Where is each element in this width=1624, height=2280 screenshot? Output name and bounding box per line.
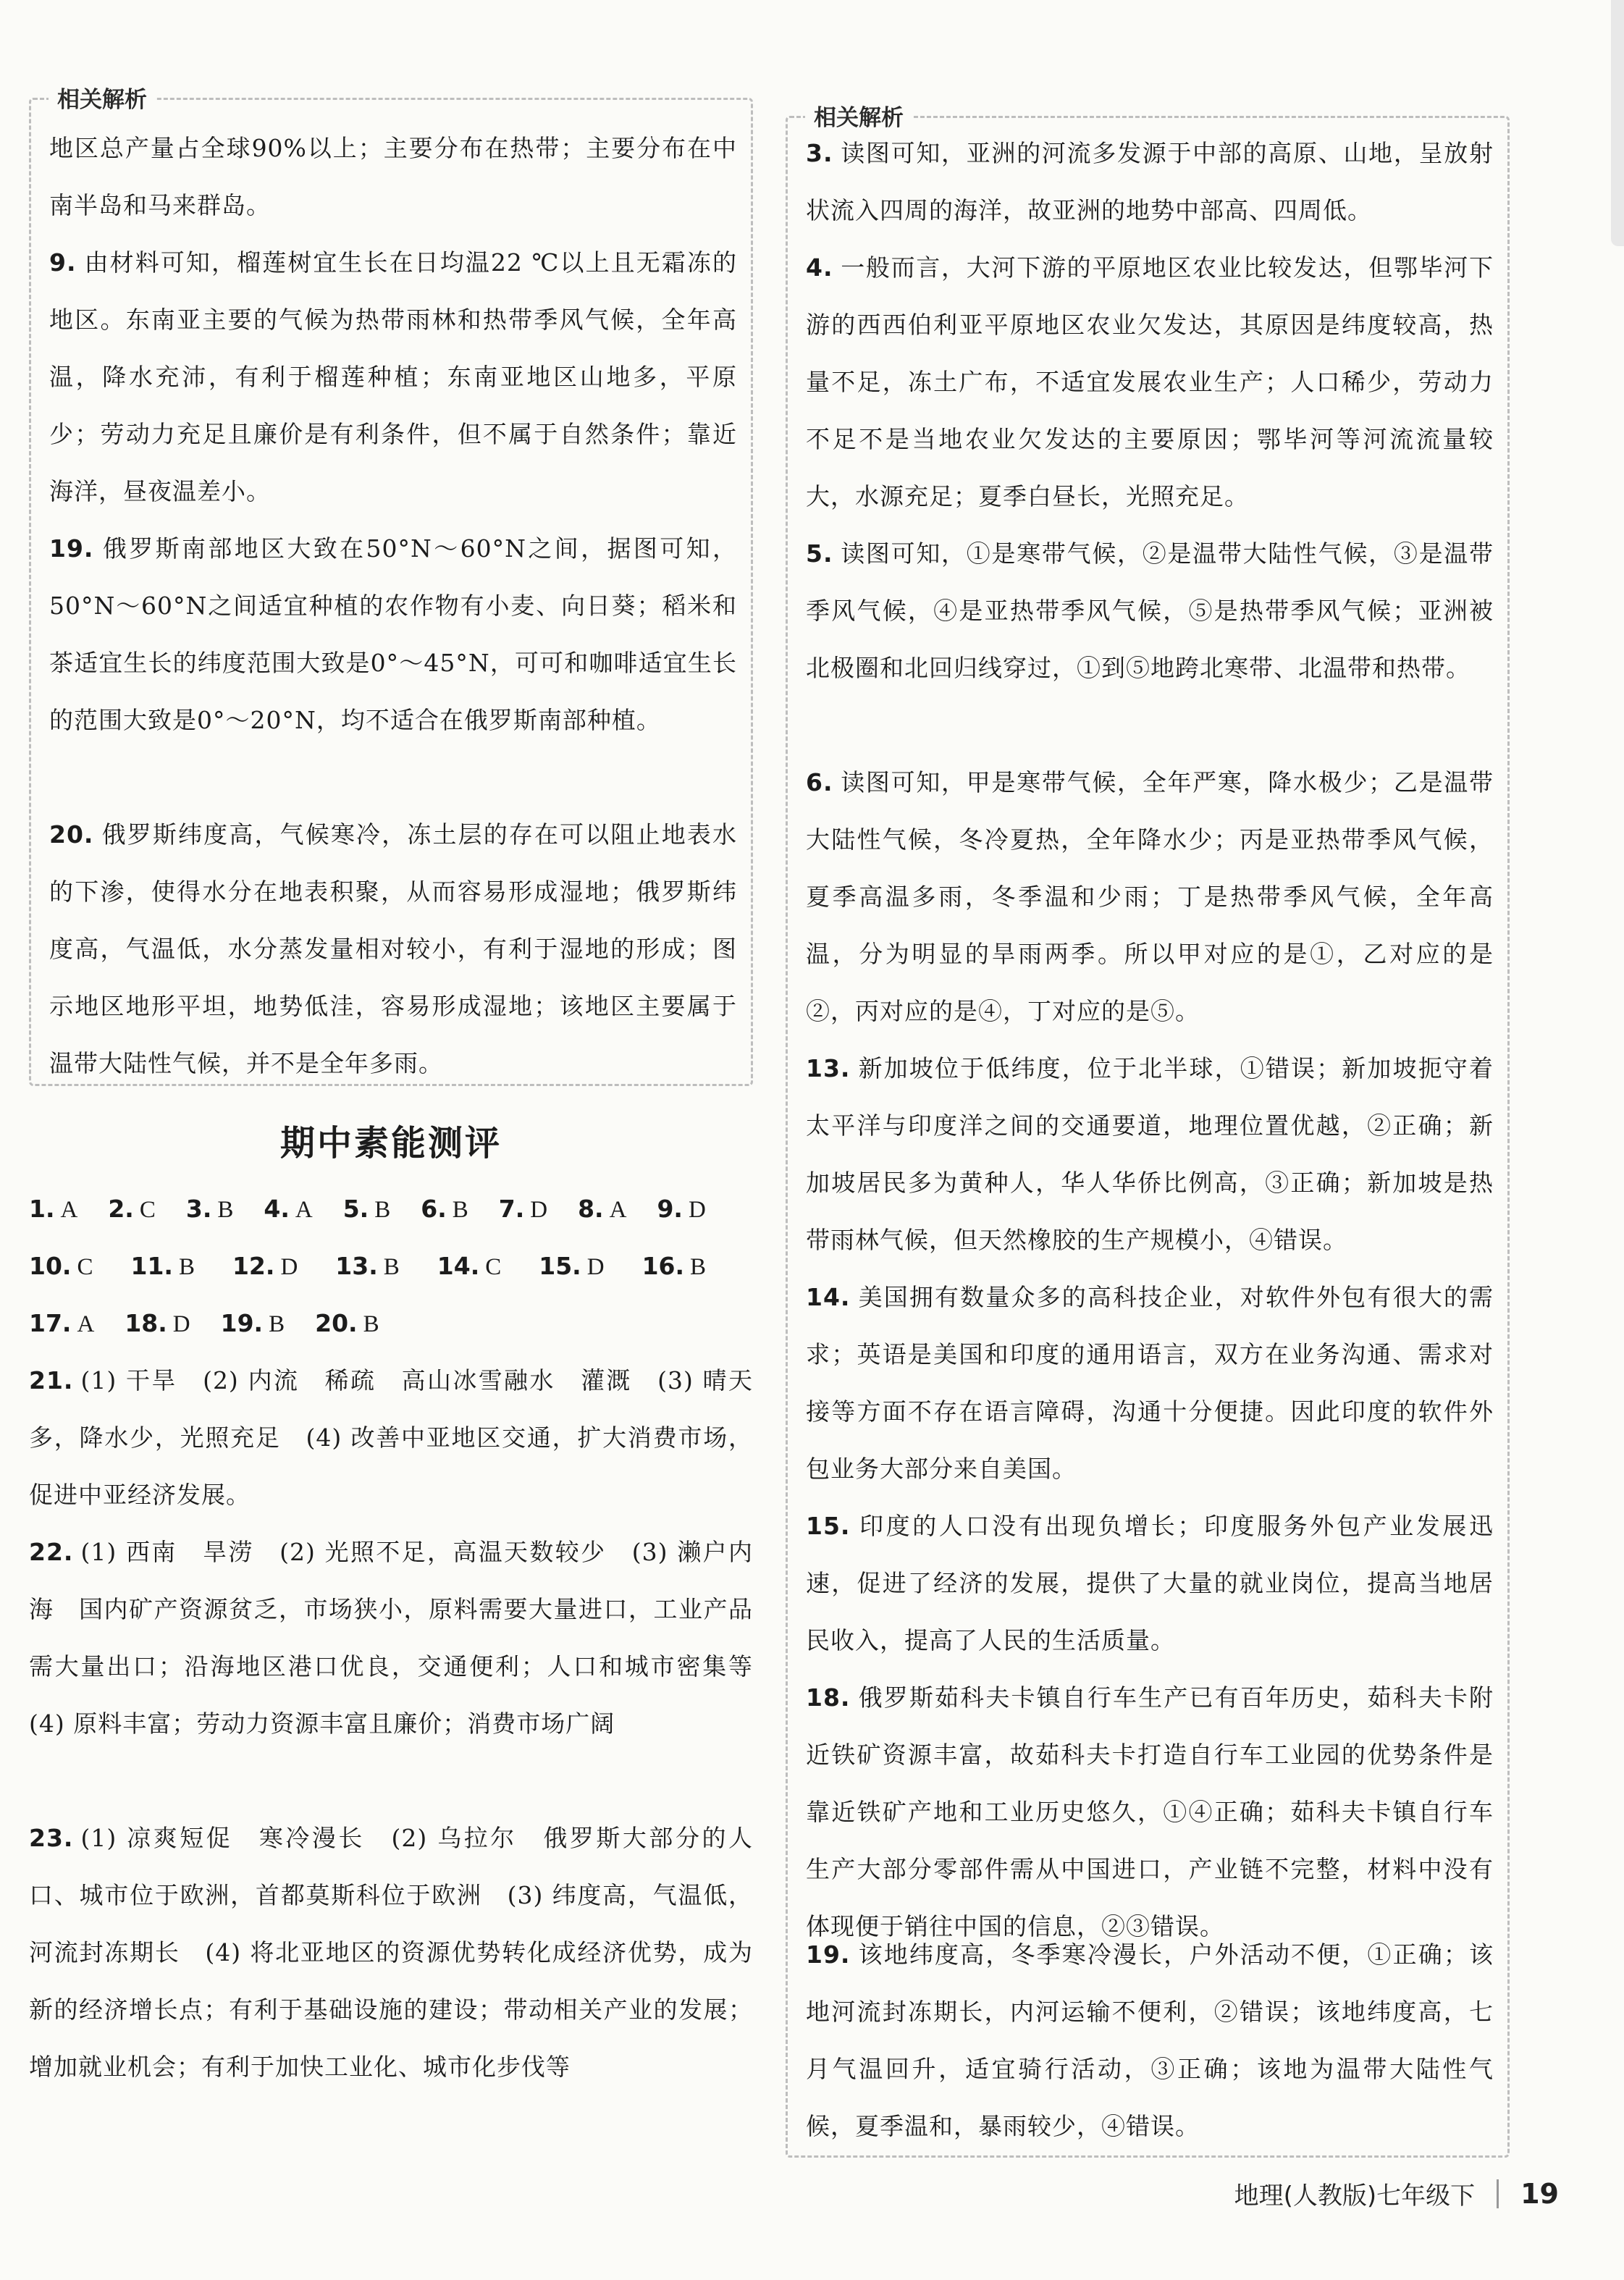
answer-text: (1) 凉爽短促 寒冷漫长 (2) 乌拉尔 俄罗斯大部分的人口、城市位于欧洲，首都莫斯科位于欧洲 (3) 纬度高，气温低，河流封冻期长 (4) 将北亚地区的资源优势转化成经济优势，成为新的经济增长点；有利于基础设施的建设；带动相关产业的发展；增加就业机会；有利于加快工业化、城市化步伐等 xyxy=(29,1824,753,2081)
left-para-19 xyxy=(49,520,737,749)
mc-answer: 19. B xyxy=(220,1309,285,1337)
right-para-18 xyxy=(806,1669,1494,1955)
question-number: 19. xyxy=(806,1940,851,1969)
mc-answer: 6. B xyxy=(421,1195,468,1223)
page-footer xyxy=(1234,2176,1559,2211)
para-text: 俄罗斯纬度高，气候寒冷，冻土层的存在可以阻止地表水的下渗，使得水分在地表积聚，从而容易形成湿地；俄罗斯纬度高，气温低，水分蒸发量相对较小，有利于湿地的形成；图示地区地形平坦，地势低洼，容易形成湿地；该地区主要属于温带大陆性气候，并不是全年多雨。 xyxy=(49,820,737,1077)
mc-answers-line-3 xyxy=(29,1295,753,1353)
para-text: 新加坡位于低纬度，位于北半球，①错误；新加坡扼守着太平洋与印度洋之间的交通要道，地理位置优越，②正确；新加坡居民多为黄种人，华人华侨比例高，③正确；新加坡是热带雨林气候，但天然橡胶的生产规模小，④错误。 xyxy=(806,1054,1494,1254)
question-number: 23. xyxy=(29,1824,74,1852)
mc-answer: 16. B xyxy=(641,1252,707,1280)
para-text: 俄罗斯南部地区大致在50°N～60°N之间，据图可知，50°N～60°N之间适宜种植的农作物有小麦、向日葵；稻米和茶适宜生长的纬度范围大致是0°～45°N，可可和咖啡适宜生长的范围大致是0°～20°N，均不适合在俄罗斯南部种植。 xyxy=(49,534,737,734)
para-text: 俄罗斯茹科夫卡镇自行车生产已有百年历史，茹科夫卡附近铁矿资源丰富，故茹科夫卡打造自行车工业园的优势条件是靠近铁矿产地和工业历史悠久，①④正确；茹科夫卡镇自行车生产大部分零部件需从中国进口，产业链不完整，材料中没有体现便于销往中国的信息，②③错误。 xyxy=(806,1683,1494,1940)
para-text: 印度的人口没有出现负增长；印度服务外包产业发展迅速，促进了经济的发展，提供了大量的就业岗位，提高当地居民收入，提高了人民的生活质量。 xyxy=(806,1512,1494,1654)
question-number: 13. xyxy=(806,1054,851,1082)
para-text: 由材料可知，榴莲树宜生长在日均温22 ℃以上且无霜冻的地区。东南亚主要的气候为热带雨林和热带季风气候，全年高温，降水充沛，有利于榴莲种植；东南亚地区山地多，平原少；劳动力充足且廉价是有利条件，但不属于自然条件；靠近海洋，昼夜温差小。 xyxy=(49,248,737,505)
question-number: 3. xyxy=(806,139,833,167)
left-para-0 xyxy=(49,119,737,234)
analysis-box-title: 相关解析 xyxy=(805,99,912,132)
mc-answer: 11. B xyxy=(130,1252,195,1280)
page-edge-tab xyxy=(1611,0,1624,246)
para-text: 读图可知，亚洲的河流多发源于中部的高原、山地，呈放射状流入四周的海洋，故亚洲的地势中部高、四周低。 xyxy=(806,139,1494,224)
mc-answer: 8. A xyxy=(578,1195,627,1223)
mc-answer: 2. C xyxy=(108,1195,156,1223)
right-para-5 xyxy=(806,525,1494,697)
question-number: 18. xyxy=(806,1683,851,1712)
answer-text: (1) 干旱 (2) 内流 稀疏 高山冰雪融水 灌溉 (3) 晴天多，降水少，光照充足 (4) 改善中亚地区交通，扩大消费市场，促进中亚经济发展。 xyxy=(29,1366,753,1509)
left-para-20 xyxy=(49,806,737,1092)
mc-answer: 4. A xyxy=(264,1195,313,1223)
answer-text: (1) 西南 旱涝 (2) 光照不足，高温天数较少 (3) 濑户内海 国内矿产资源贫乏，市场狭小，原料需要大量进口，工业产品需大量出口；沿海地区港口优良，交通便利；人口和城市密集等 (4) 原料丰富；劳动力资源丰富且廉价；消费市场广阔 xyxy=(29,1538,778,1738)
right-para-19 xyxy=(806,1926,1494,2155)
mc-answer: 1. A xyxy=(29,1195,78,1223)
mc-answers-line-2 xyxy=(29,1237,753,1296)
footer-subject: 地理(人教版)七年级下 xyxy=(1234,2182,1476,2210)
page-number: 19 xyxy=(1520,2177,1559,2210)
question-number: 6. xyxy=(806,768,833,796)
answer-23 xyxy=(29,1809,753,2095)
footer-divider xyxy=(1497,2179,1499,2208)
mc-answer: 10. C xyxy=(29,1252,93,1280)
question-number: 19. xyxy=(49,534,94,563)
answer-22 xyxy=(29,1523,778,1752)
right-para-3 xyxy=(806,125,1494,239)
analysis-box-title: 相关解析 xyxy=(49,81,156,114)
question-number: 20. xyxy=(49,820,94,849)
mc-answer: 9. D xyxy=(657,1195,706,1223)
mc-answer: 5. B xyxy=(342,1195,391,1223)
right-para-15 xyxy=(806,1497,1494,1669)
right-para-6 xyxy=(806,754,1494,1040)
question-number: 14. xyxy=(806,1283,851,1311)
section-title: 期中素能测评 xyxy=(279,1123,502,1164)
para-text: 读图可知，①是寒带气候，②是温带大陆性气候，③是温带季风气候，④是亚热带季风气候，⑤是热带季风气候；亚洲被北极圈和北回归线穿过，①到⑤地跨北寒带、北温带和热带。 xyxy=(806,539,1494,682)
left-para-9 xyxy=(49,234,737,520)
mc-answer: 15. D xyxy=(539,1252,605,1280)
right-para-14 xyxy=(806,1269,1494,1497)
right-para-4 xyxy=(806,239,1494,525)
right-para-13 xyxy=(806,1040,1494,1269)
mc-answer: 12. D xyxy=(232,1252,298,1280)
mc-answer: 14. C xyxy=(437,1252,502,1280)
mc-answer: 3. B xyxy=(185,1195,234,1223)
answer-21 xyxy=(29,1352,753,1523)
para-text: 一般而言，大河下游的平原地区农业比较发达，但鄂毕河下游的西西伯利亚平原地区农业欠发达，其原因是纬度较高，热量不足，冻土广布，不适宜发展农业生产；人口稀少，劳动力不足不是当地农业欠发达的主要原因；鄂毕河等河流流量较大，水源充足；夏季白昼长，光照充足。 xyxy=(806,253,1494,510)
mc-answer: 7. D xyxy=(498,1195,548,1223)
question-number: 21. xyxy=(29,1366,74,1394)
para-text: 地区总产量占全球90%以上；主要分布在热带；主要分布在中南半岛和马来群岛。 xyxy=(49,134,737,219)
question-number: 5. xyxy=(806,539,833,568)
mc-answer: 17. A xyxy=(29,1309,95,1337)
mc-answers-line-1 xyxy=(29,1180,753,1239)
mc-answer: 18. D xyxy=(125,1309,190,1337)
mc-answer: 20. B xyxy=(315,1309,379,1337)
para-text: 美国拥有数量众多的高科技企业，对软件外包有很大的需求；英语是美国和印度的通用语言，双方在业务沟通、需求对接等方面不存在语言障碍，沟通十分便捷。因此印度的软件外包业务大部分来自美国。 xyxy=(806,1283,1494,1483)
question-number: 9. xyxy=(49,248,77,277)
mc-answer: 13. B xyxy=(335,1252,400,1280)
question-number: 15. xyxy=(806,1512,851,1540)
question-number: 22. xyxy=(29,1538,74,1566)
para-text: 读图可知，甲是寒带气候，全年严寒，降水极少；乙是温带大陆性气候，冬冷夏热，全年降水少；丙是亚热带季风气候，夏季高温多雨，冬季温和少雨；丁是热带季风气候，全年高温，分为明显的旱雨两季。所以甲对应的是①，乙对应的是②，丙对应的是④，丁对应的是⑤。 xyxy=(806,768,1494,1025)
question-number: 4. xyxy=(806,253,833,282)
para-text: 该地纬度高，冬季寒冷漫长，户外活动不便，①正确；该地河流封冻期长，内河运输不便利，②错误；该地纬度高，七月气温回升，适宜骑行活动，③正确；该地为温带大陆性气候，夏季温和，暴雨较少，④错误。 xyxy=(806,1940,1494,2140)
